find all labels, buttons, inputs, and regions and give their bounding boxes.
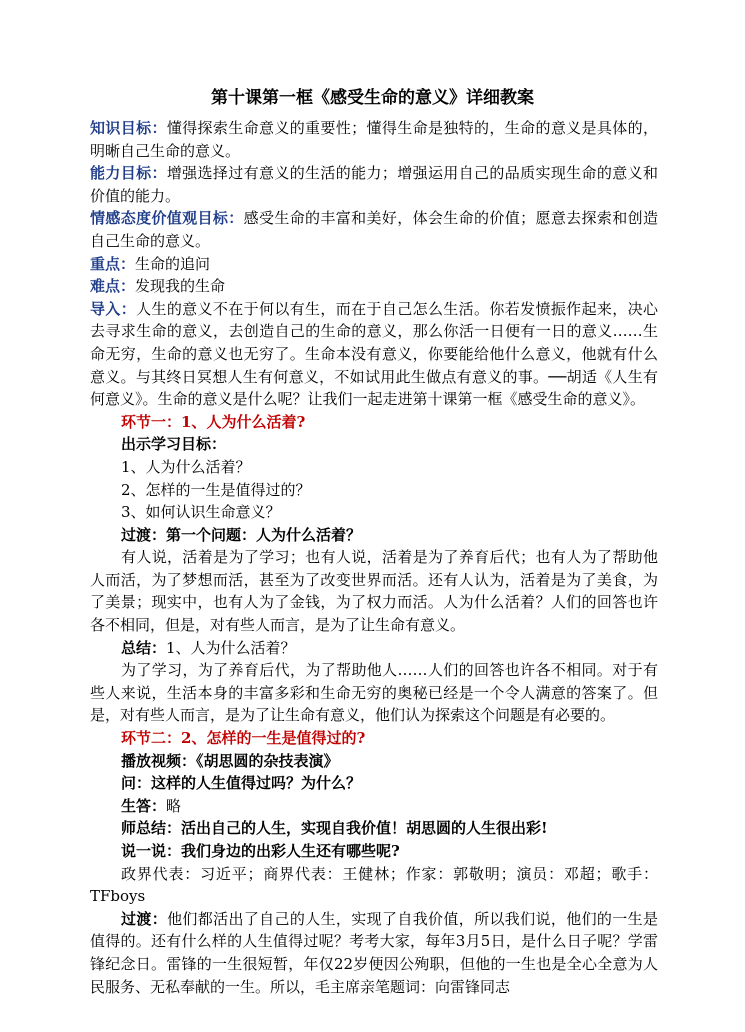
document-body (90, 117, 658, 998)
section2-transition-text: 他们都活出了自己的人生，实现了自我价值，所以我们说，他们的一生是值得的。还有什么样的人生值得过呢？考考大家，每年3月5日，是什么日子呢？学雷锋纪念日。雷锋的一生很短暂，年仅22岁便因公殉职，但他的一生也是全心全意为人民服务、无私奉献的一生。所以，毛主席亲笔题词：向雷锋同志 (90, 909, 658, 996)
difficulty-label: 难点： (90, 277, 136, 296)
section2-transition-label: 过渡： (121, 909, 168, 928)
section1-heading: 环节一：1、人为什么活着? (121, 412, 306, 431)
emotion-goal (90, 207, 658, 252)
section1-goal-3: 3、如何认识生命意义？ (121, 503, 281, 522)
key-point-label: 重点： (90, 254, 136, 273)
student-label: 生答： (121, 796, 167, 815)
summary-label: 总结： (121, 638, 167, 657)
knowledge-goal (90, 117, 658, 162)
knowledge-goal-text: 懂得探索生命意义的重要性；懂得生命是独特的，生命的意义是具体的，明晰自己生命的意义。 (90, 119, 658, 160)
intro-text: 人生的意义不在于何以有生，而在于自己怎么生活。你若发愤振作起来，决心去寻求生命的意义，去创造自己的生命的意义，那么你活一日便有一日的意义……生命无穷，生命的意义也无穷了。生命本没有意义，你要能给他什么意义，他就有什么意义。与其终日冥想人生有何意义，不如试用此生做点有意义的事。──胡适《人生有何意义》。生命的意义是什么呢？让我们一起走进第十课第一框《感受生命的意义》。 (90, 299, 658, 409)
section1-goal-1: 1、人为什么活着？ (121, 457, 251, 476)
section2-video: 播放视频：《胡思圆的杂技表演》 (121, 751, 339, 770)
section2-examples: 政界代表：习近平；商界代表：王健林；作家：郭敬明；演员：邓超；歌手：TFboys (90, 864, 658, 906)
section2-question: 问：这样的人生值得过吗？为什么？ (121, 774, 362, 793)
intro-label: 导入： (90, 299, 137, 318)
section1-summary (90, 637, 658, 660)
difficulty (90, 275, 658, 298)
ability-goal (90, 162, 658, 207)
intro (90, 298, 658, 411)
key-point-text: 生命的追问 (135, 254, 211, 273)
section1-transition: 过渡：第一个问题：人为什么活着？ (121, 525, 362, 544)
key-point (90, 253, 658, 276)
summary-question: 1、人为什么活着？ (166, 638, 296, 657)
section1-goal-2: 2、怎样的一生是值得过的？ (121, 480, 311, 499)
section2-teacher-summary: 师总结：活出自己的人生，实现自我价值！胡思圆的人生很出彩! (121, 819, 548, 838)
ability-goal-text: 增强选择过有意义的生活的能力；增强运用自己的品质实现生命的意义和价值的能力。 (90, 164, 658, 205)
section1-summary-text: 为了学习，为了养育后代，为了帮助他人……人们的回答也许各不相同。对于有些人来说，生活本身的丰富多彩和生命无穷的奥秘已经是一个令人满意的答案了。但是，对有些人而言，是为了让生命有意义，他们认为探索这个问题是有必要的。 (90, 661, 658, 725)
difficulty-text: 发现我的生命 (135, 277, 226, 296)
document-title: 第十课第一框《感受生命的意义》详细教案 (211, 88, 534, 108)
section1-goals-label: 出示学习目标： (121, 435, 227, 454)
section2-heading: 环节二：2、怎样的一生是值得过的? (121, 729, 366, 748)
section1-paragraph: 有人说，活着是为了学习；也有人说，活着是为了养育后代；也有人为了帮助他人而活，为了梦想而活，甚至为了改变世界而活。还有人认为，活着是为了美食，为了美景；现实中，也有人为了金钱，为了权力而活。人为什么活着？人们的回答也许各不相同，但是，对有些人而言，是为了让生命有意义。 (90, 548, 658, 635)
section2-transition (90, 908, 658, 998)
section2-talk: 说一说：我们身边的出彩人生还有哪些呢? (121, 842, 400, 860)
emotion-goal-label: 情感态度价值观目标： (90, 209, 244, 228)
section2-student-answer (90, 795, 658, 818)
ability-goal-label: 能力目标： (90, 164, 167, 183)
emotion-goal-text: 感受生命的丰富和美好，体会生命的价值；愿意去探索和创造自己生命的意义。 (90, 209, 658, 250)
student-text: 略 (166, 796, 182, 815)
knowledge-goal-label: 知识目标： (90, 119, 167, 137)
